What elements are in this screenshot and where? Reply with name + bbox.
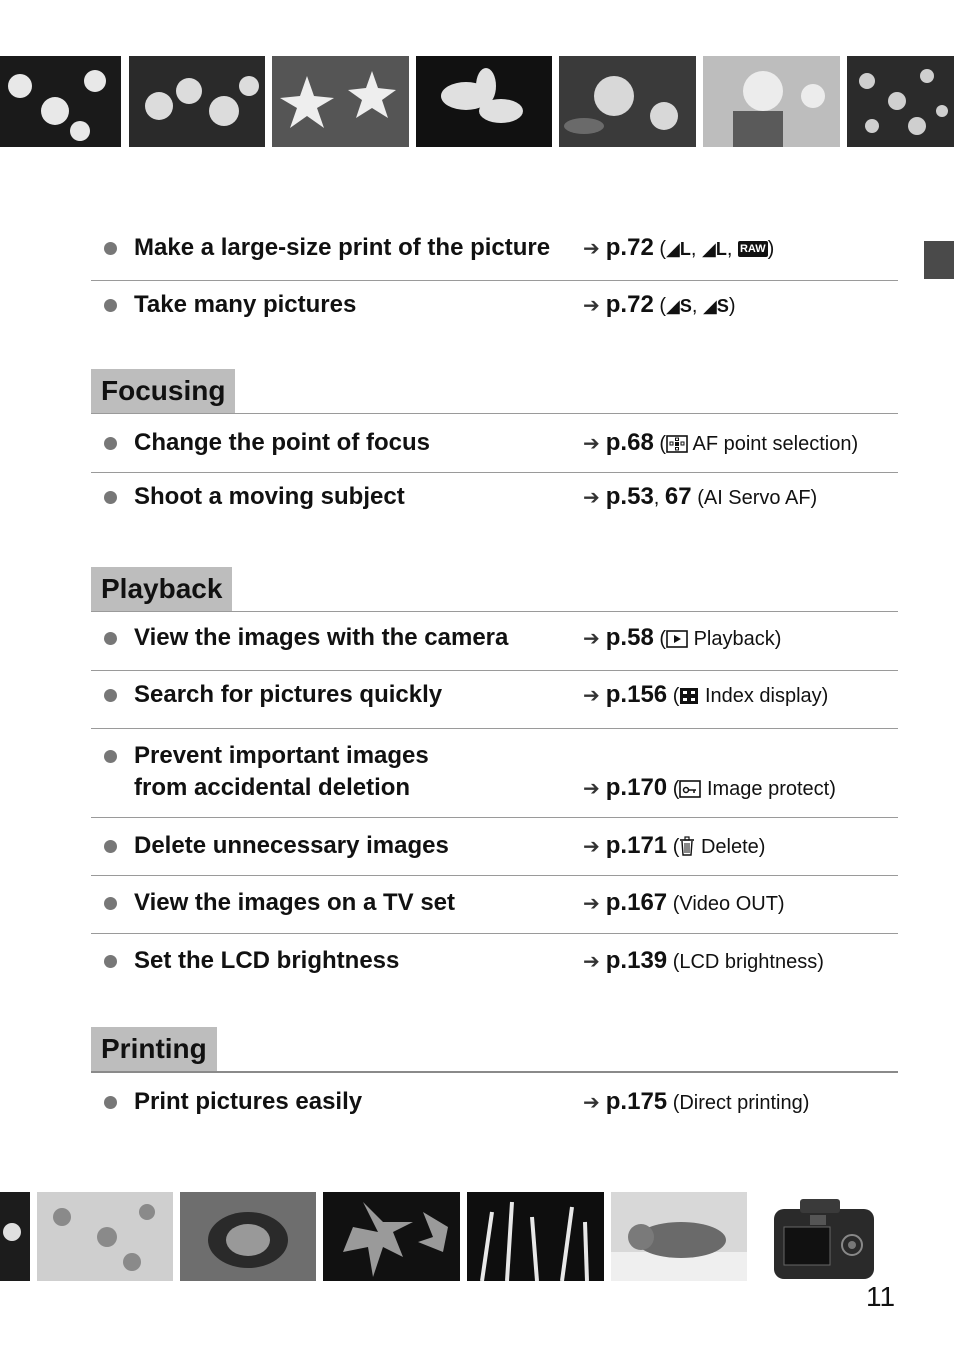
photo-cosmos — [37, 1192, 173, 1281]
item-label: Search for pictures quickly — [134, 681, 443, 708]
item-label: Change the point of focus — [134, 429, 430, 456]
page-link[interactable]: p.68 — [605, 429, 654, 456]
bullet — [104, 955, 117, 968]
bullet — [104, 897, 117, 910]
page-link[interactable]: p.53 — [605, 483, 654, 510]
item-label: View the images on a TV set — [134, 889, 455, 916]
bullet — [104, 242, 117, 255]
section-title-playback: Playback — [91, 567, 232, 611]
section-title-printing: Printing — [91, 1027, 217, 1071]
photo-maple-leaves — [323, 1192, 460, 1281]
arrow-icon: ➔ — [583, 836, 600, 858]
item-label: Print pictures easily — [134, 1088, 363, 1115]
page-reference: ➔ p.170 ( Image protect) — [583, 772, 836, 808]
index-icon — [679, 683, 699, 715]
page-link[interactable]: p.167 — [605, 889, 668, 916]
photo-cherry-blossoms — [0, 56, 121, 147]
list-item — [91, 289, 898, 321]
page-link[interactable]: p.170 — [605, 774, 668, 801]
page-link[interactable]: p.72 — [605, 291, 654, 318]
list-item — [91, 427, 898, 459]
divider — [91, 728, 898, 729]
arrow-icon: ➔ — [583, 893, 600, 915]
photo-flower-edge — [0, 1192, 30, 1281]
trash-icon — [679, 834, 695, 866]
page-reference: ➔ p.58 ( Playback) — [583, 622, 781, 658]
page-reference: ➔ p.139 (LCD brightness) — [583, 947, 824, 974]
bullet — [104, 299, 117, 312]
bullet — [104, 1096, 117, 1109]
bullet — [104, 840, 117, 853]
arrow-icon: ➔ — [583, 433, 600, 455]
divider — [91, 817, 898, 818]
list-item — [91, 232, 898, 264]
bullet — [104, 437, 117, 450]
arrow-icon: ➔ — [583, 951, 600, 973]
divider — [91, 611, 898, 612]
page-link[interactable]: p.72 — [605, 234, 654, 261]
page-reference: ➔ p.53, 67 (AI Servo AF) — [583, 483, 818, 510]
bullet — [104, 689, 117, 702]
list-item — [91, 945, 898, 977]
page-reference: ➔ p.68 ( AF point selection) — [583, 427, 858, 463]
arrow-icon: ➔ — [583, 685, 600, 707]
photo-pale-flower — [703, 56, 840, 147]
item-label: View the images with the camera — [134, 624, 509, 651]
divider — [91, 933, 898, 934]
page-link[interactable]: p.171 — [605, 832, 668, 859]
divider — [91, 472, 898, 473]
raw-quality-icon: RAW — [739, 243, 766, 255]
page-reference: ➔ p.171 ( Delete) — [583, 830, 765, 866]
bullet — [104, 750, 117, 763]
page-link[interactable]: p.175 — [605, 1088, 668, 1115]
page-reference: ➔ p.72 (◢L, ◢L, RAW ) — [583, 232, 774, 265]
list-item — [91, 481, 898, 513]
list-item — [91, 622, 898, 654]
page-reference: ➔ p.175 (Direct printing) — [583, 1088, 810, 1115]
arrow-icon: ➔ — [583, 238, 600, 260]
page-reference: ➔ p.167 (Video OUT) — [583, 889, 785, 916]
list-item — [91, 740, 898, 804]
page-link[interactable]: p.139 — [605, 947, 668, 974]
playback-icon — [666, 626, 688, 658]
list-item — [91, 830, 898, 862]
divider — [91, 280, 898, 281]
divider — [91, 670, 898, 671]
page-number: 11 — [866, 1281, 896, 1312]
item-label: Set the LCD brightness — [134, 947, 400, 974]
list-item — [91, 679, 898, 711]
photo-chestnut — [180, 1192, 316, 1281]
divider — [91, 1071, 898, 1073]
af-point-icon — [666, 431, 688, 463]
camera-back-image — [770, 1197, 878, 1281]
photo-magnolia — [559, 56, 696, 147]
photo-grass-seeds — [467, 1192, 604, 1281]
page-link[interactable]: p.156 — [605, 681, 668, 708]
page-reference: ➔ p.72 (◢S, ◢S) — [583, 289, 736, 322]
arrow-icon: ➔ — [583, 778, 600, 800]
small-normal-quality-icon: ◢S — [703, 296, 729, 316]
item-label: Make a large-size print of the picture — [134, 234, 551, 261]
arrow-icon: ➔ — [583, 487, 600, 509]
page-reference: ➔ p.156 ( Index display) — [583, 679, 828, 715]
page-link[interactable]: 67 — [664, 483, 692, 510]
divider — [91, 875, 898, 876]
small-fine-quality-icon: ◢S — [666, 296, 692, 316]
chapter-tab-marker — [924, 241, 954, 279]
item-label: Delete unnecessary images — [134, 832, 449, 859]
bullet — [104, 632, 117, 645]
photo-white-leaves — [416, 56, 552, 147]
page-link[interactable]: p.58 — [605, 624, 654, 651]
arrow-icon: ➔ — [583, 295, 600, 317]
large-normal-quality-icon: ◢L — [702, 239, 727, 259]
large-fine-quality-icon: ◢L — [666, 239, 691, 259]
arrow-icon: ➔ — [583, 1092, 600, 1114]
photo-flower-field — [847, 56, 954, 147]
photo-star-flowers — [272, 56, 409, 147]
item-label: Shoot a moving subject — [134, 483, 405, 510]
photo-sleeping-cat — [611, 1192, 747, 1281]
bullet — [104, 491, 117, 504]
list-item — [91, 887, 898, 919]
photo-blossom-cluster — [129, 56, 265, 147]
section-title-focusing: Focusing — [91, 369, 235, 413]
list-item — [91, 1086, 898, 1118]
divider — [91, 413, 898, 414]
arrow-icon: ➔ — [583, 628, 600, 650]
protect-icon — [679, 776, 701, 808]
item-label: Take many pictures — [134, 291, 357, 318]
item-label: Prevent important images — [134, 742, 429, 769]
item-label-continued: from accidental deletion — [134, 774, 411, 801]
